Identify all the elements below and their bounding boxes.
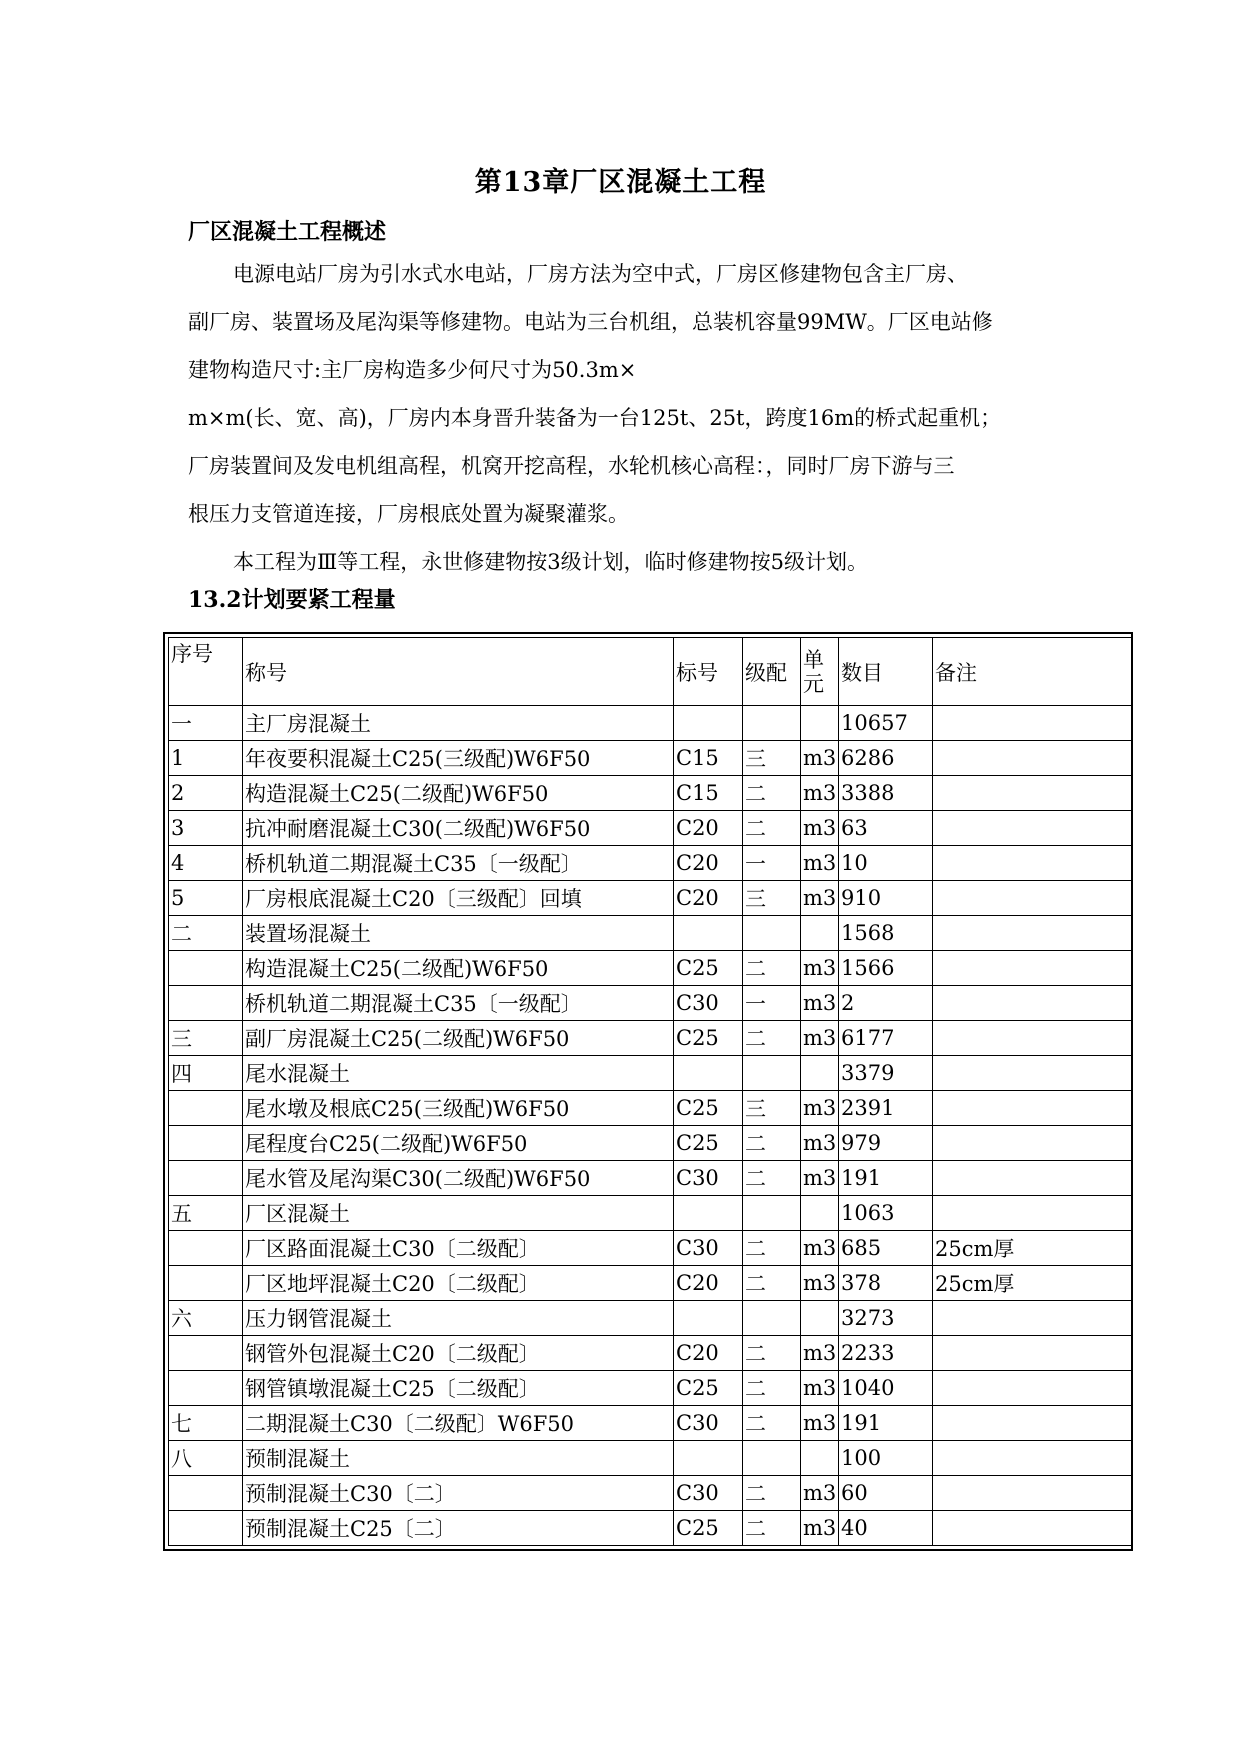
cell-name: 尾水墩及根底C25(三级配)W6F50 [243,1091,674,1126]
cell-note [933,951,1133,986]
cell-name: 装置场混凝土 [243,916,674,951]
cell-grade: C20 [674,1336,743,1371]
cell-mix: 二 [743,1161,801,1196]
cell-name: 二期混凝土C30〔二级配〕W6F50 [243,1406,674,1441]
table-row [169,1476,1133,1511]
table-row [169,1021,1133,1056]
cell-mix: 二 [743,1371,801,1406]
cell-seq: 三 [169,1021,243,1056]
cell-unit [801,1441,839,1476]
cell-grade [674,1301,743,1336]
cell-seq: 4 [169,846,243,881]
table-row [169,881,1133,916]
cell-unit: m3 [801,1021,839,1056]
cell-unit: m3 [801,741,839,776]
cell-note [933,1406,1133,1441]
cell-grade [674,916,743,951]
cell-grade: C25 [674,1126,743,1161]
cell-mix: 一 [743,986,801,1021]
paragraph-line: m×m(长、宽、高)，厂房内本身晋升装备为一台125t、25t，跨度16m的桥式起重机； [188,406,1002,430]
table-row [169,916,1133,951]
cell-grade [674,1056,743,1091]
cell-mix [743,706,801,741]
paragraph-line: 根压力支管道连接，厂房根底处置为凝聚灌浆。 [188,502,629,526]
header-note: 备注 [933,638,1133,706]
cell-note [933,916,1133,951]
cell-mix: 二 [743,1476,801,1511]
cell-note [933,1476,1133,1511]
cell-unit: m3 [801,1126,839,1161]
cell-mix: 二 [743,1126,801,1161]
cell-qty: 2391 [839,1091,933,1126]
cell-seq [169,1511,243,1546]
cell-mix: 三 [743,741,801,776]
header-seq: 序号 [169,638,243,706]
cell-qty: 2 [839,986,933,1021]
cell-mix: 二 [743,1336,801,1371]
cell-mix: 一 [743,846,801,881]
cell-name: 年夜要积混凝土C25(三级配)W6F50 [243,741,674,776]
cell-note [933,986,1133,1021]
table-row [169,741,1133,776]
paragraph-line: 电源电站厂房为引水式水电站，厂房方法为空中式，厂房区修建物包含主厂房、 [233,262,968,286]
table-row [169,846,1133,881]
cell-grade [674,1441,743,1476]
cell-note [933,1441,1133,1476]
cell-name: 厂区地坪混凝土C20〔二级配〕 [243,1266,674,1301]
cell-note [933,811,1133,846]
cell-qty: 40 [839,1511,933,1546]
cell-unit: m3 [801,951,839,986]
cell-unit: m3 [801,1091,839,1126]
paragraph-line: 厂房装置间及发电机组高程，机窝开挖高程，水轮机核心高程：，同时厂房下游与三 [188,454,955,478]
cell-note [933,741,1133,776]
cell-seq [169,951,243,986]
paragraph-line: 建物构造尺寸:主厂房构造多少何尺寸为50.3m× [188,358,637,382]
table-row [169,1091,1133,1126]
cell-seq [169,986,243,1021]
cell-note [933,776,1133,811]
table-row [169,1511,1133,1546]
table-row [169,1196,1133,1231]
header-mix: 级配 [743,638,801,706]
cell-unit: m3 [801,1336,839,1371]
cell-grade: C20 [674,811,743,846]
cell-name: 压力钢管混凝土 [243,1301,674,1336]
cell-qty: 1063 [839,1196,933,1231]
table-row [169,1406,1133,1441]
table-row [169,706,1133,741]
cell-grade: C25 [674,1511,743,1546]
cell-qty: 10 [839,846,933,881]
cell-qty: 910 [839,881,933,916]
quantities-table [168,637,1133,1546]
overview-paragraph [188,250,1118,538]
cell-note [933,846,1133,881]
cell-note [933,881,1133,916]
cell-grade: C30 [674,1476,743,1511]
cell-name: 预制混凝土C25〔二〕 [243,1511,674,1546]
cell-unit: m3 [801,1266,839,1301]
cell-qty: 191 [839,1406,933,1441]
cell-grade: C25 [674,1091,743,1126]
cell-seq: 七 [169,1406,243,1441]
table-row [169,1266,1133,1301]
table-row [169,986,1133,1021]
cell-qty: 2233 [839,1336,933,1371]
cell-name: 抗冲耐磨混凝土C30(二级配)W6F50 [243,811,674,846]
paragraph-line: 本工程为Ⅲ等工程，永世修建物按3级计划，临时修建物按5级计划。 [233,550,868,574]
cell-qty: 100 [839,1441,933,1476]
cell-seq [169,1336,243,1371]
cell-seq: 3 [169,811,243,846]
cell-mix: 二 [743,811,801,846]
cell-note [933,1336,1133,1371]
paragraph-line: 副厂房、装置场及尾沟渠等修建物。电站为三台机组，总装机容量99MW。厂区电站修 [188,310,993,334]
table-row [169,811,1133,846]
cell-mix: 二 [743,1511,801,1546]
cell-seq [169,1126,243,1161]
cell-grade: C30 [674,1231,743,1266]
table-row [169,1056,1133,1091]
cell-name: 桥机轨道二期混凝土C35〔一级配〕 [243,986,674,1021]
cell-mix [743,1056,801,1091]
cell-grade: C15 [674,741,743,776]
cell-note: 25cm厚 [933,1266,1133,1301]
cell-seq: 1 [169,741,243,776]
cell-qty: 378 [839,1266,933,1301]
cell-seq: 五 [169,1196,243,1231]
cell-name: 厂房根底混凝土C20〔三级配〕回填 [243,881,674,916]
cell-grade [674,1196,743,1231]
cell-unit: m3 [801,1371,839,1406]
cell-mix [743,1196,801,1231]
cell-qty: 1566 [839,951,933,986]
cell-name: 副厂房混凝土C25(二级配)W6F50 [243,1021,674,1056]
cell-name: 钢管外包混凝土C20〔二级配〕 [243,1336,674,1371]
header-name: 称号 [243,638,674,706]
table-row [169,776,1133,811]
cell-name: 主厂房混凝土 [243,706,674,741]
cell-qty: 3379 [839,1056,933,1091]
header-qty: 数目 [839,638,933,706]
cell-qty: 1568 [839,916,933,951]
cell-grade: C25 [674,1371,743,1406]
table-row [169,1126,1133,1161]
cell-mix [743,1441,801,1476]
cell-grade [674,706,743,741]
table-row [169,1231,1133,1266]
cell-qty: 191 [839,1161,933,1196]
cell-name: 桥机轨道二期混凝土C35〔一级配〕 [243,846,674,881]
cell-qty: 979 [839,1126,933,1161]
cell-mix [743,1301,801,1336]
cell-note [933,1091,1133,1126]
header-unit [801,638,839,706]
cell-name: 尾水管及尾沟渠C30(二级配)W6F50 [243,1161,674,1196]
cell-grade: C20 [674,881,743,916]
cell-grade: C25 [674,951,743,986]
cell-grade: C30 [674,986,743,1021]
cell-note [933,706,1133,741]
cell-unit: m3 [801,1476,839,1511]
cell-unit: m3 [801,776,839,811]
table-header-row [169,638,1133,706]
cell-mix: 三 [743,1091,801,1126]
cell-note [933,1161,1133,1196]
cell-qty: 685 [839,1231,933,1266]
cell-mix: 二 [743,1406,801,1441]
cell-seq [169,1266,243,1301]
cell-mix: 二 [743,1266,801,1301]
cell-note [933,1371,1133,1406]
table-row [169,1301,1133,1336]
cell-qty: 60 [839,1476,933,1511]
cell-seq: 5 [169,881,243,916]
cell-name: 构造混凝土C25(二级配)W6F50 [243,951,674,986]
cell-unit [801,916,839,951]
cell-seq [169,1476,243,1511]
cell-qty: 3388 [839,776,933,811]
cell-seq: 一 [169,706,243,741]
cell-unit: m3 [801,881,839,916]
page-title: 第13章厂区混凝土工程 [474,167,767,198]
cell-qty: 6177 [839,1021,933,1056]
cell-qty: 63 [839,811,933,846]
cell-seq: 八 [169,1441,243,1476]
section-heading-quantities: 13.2计划要紧工程量 [188,587,396,613]
cell-seq [169,1091,243,1126]
cell-mix: 二 [743,776,801,811]
header-unit-line2: 元 [803,671,824,696]
cell-unit: m3 [801,1511,839,1546]
table-row [169,1161,1133,1196]
cell-name: 厂区路面混凝土C30〔二级配〕 [243,1231,674,1266]
cell-mix: 二 [743,1021,801,1056]
cell-mix [743,916,801,951]
cell-unit [801,1056,839,1091]
cell-grade: C30 [674,1161,743,1196]
cell-unit: m3 [801,1231,839,1266]
cell-seq: 六 [169,1301,243,1336]
quantities-table-frame [163,632,1133,1551]
cell-note [933,1196,1133,1231]
table-row [169,951,1133,986]
cell-unit [801,1196,839,1231]
cell-grade: C30 [674,1406,743,1441]
cell-seq: 2 [169,776,243,811]
cell-seq [169,1371,243,1406]
cell-note [933,1021,1133,1056]
cell-unit: m3 [801,811,839,846]
cell-name: 钢管镇墩混凝土C25〔二级配〕 [243,1371,674,1406]
cell-qty: 10657 [839,706,933,741]
cell-name: 预制混凝土C30〔二〕 [243,1476,674,1511]
cell-seq: 四 [169,1056,243,1091]
cell-seq [169,1231,243,1266]
table-row [169,1371,1133,1406]
cell-unit: m3 [801,986,839,1021]
cell-unit: m3 [801,1161,839,1196]
section-heading-overview: 厂区混凝土工程概述 [188,219,387,245]
cell-note [933,1301,1133,1336]
header-grade: 标号 [674,638,743,706]
table-row [169,1336,1133,1371]
cell-seq [169,1161,243,1196]
cell-grade: C20 [674,846,743,881]
cell-mix: 二 [743,951,801,986]
cell-seq: 二 [169,916,243,951]
cell-unit: m3 [801,1406,839,1441]
cell-grade: C20 [674,1266,743,1301]
cell-name: 尾程度台C25(二级配)W6F50 [243,1126,674,1161]
cell-mix: 三 [743,881,801,916]
cell-qty: 1040 [839,1371,933,1406]
cell-name: 构造混凝土C25(二级配)W6F50 [243,776,674,811]
cell-unit [801,706,839,741]
cell-unit [801,1301,839,1336]
cell-note [933,1056,1133,1091]
cell-note [933,1126,1133,1161]
grade-paragraph [188,538,1118,586]
cell-name: 预制混凝土 [243,1441,674,1476]
cell-name: 尾水混凝土 [243,1056,674,1091]
cell-qty: 3273 [839,1301,933,1336]
cell-note: 25cm厚 [933,1231,1133,1266]
cell-name: 厂区混凝土 [243,1196,674,1231]
cell-unit: m3 [801,846,839,881]
table-row [169,1441,1133,1476]
cell-mix: 二 [743,1231,801,1266]
cell-grade: C15 [674,776,743,811]
cell-grade: C25 [674,1021,743,1056]
cell-qty: 6286 [839,741,933,776]
cell-note [933,1511,1133,1546]
header-unit-line1: 单 [803,647,824,672]
